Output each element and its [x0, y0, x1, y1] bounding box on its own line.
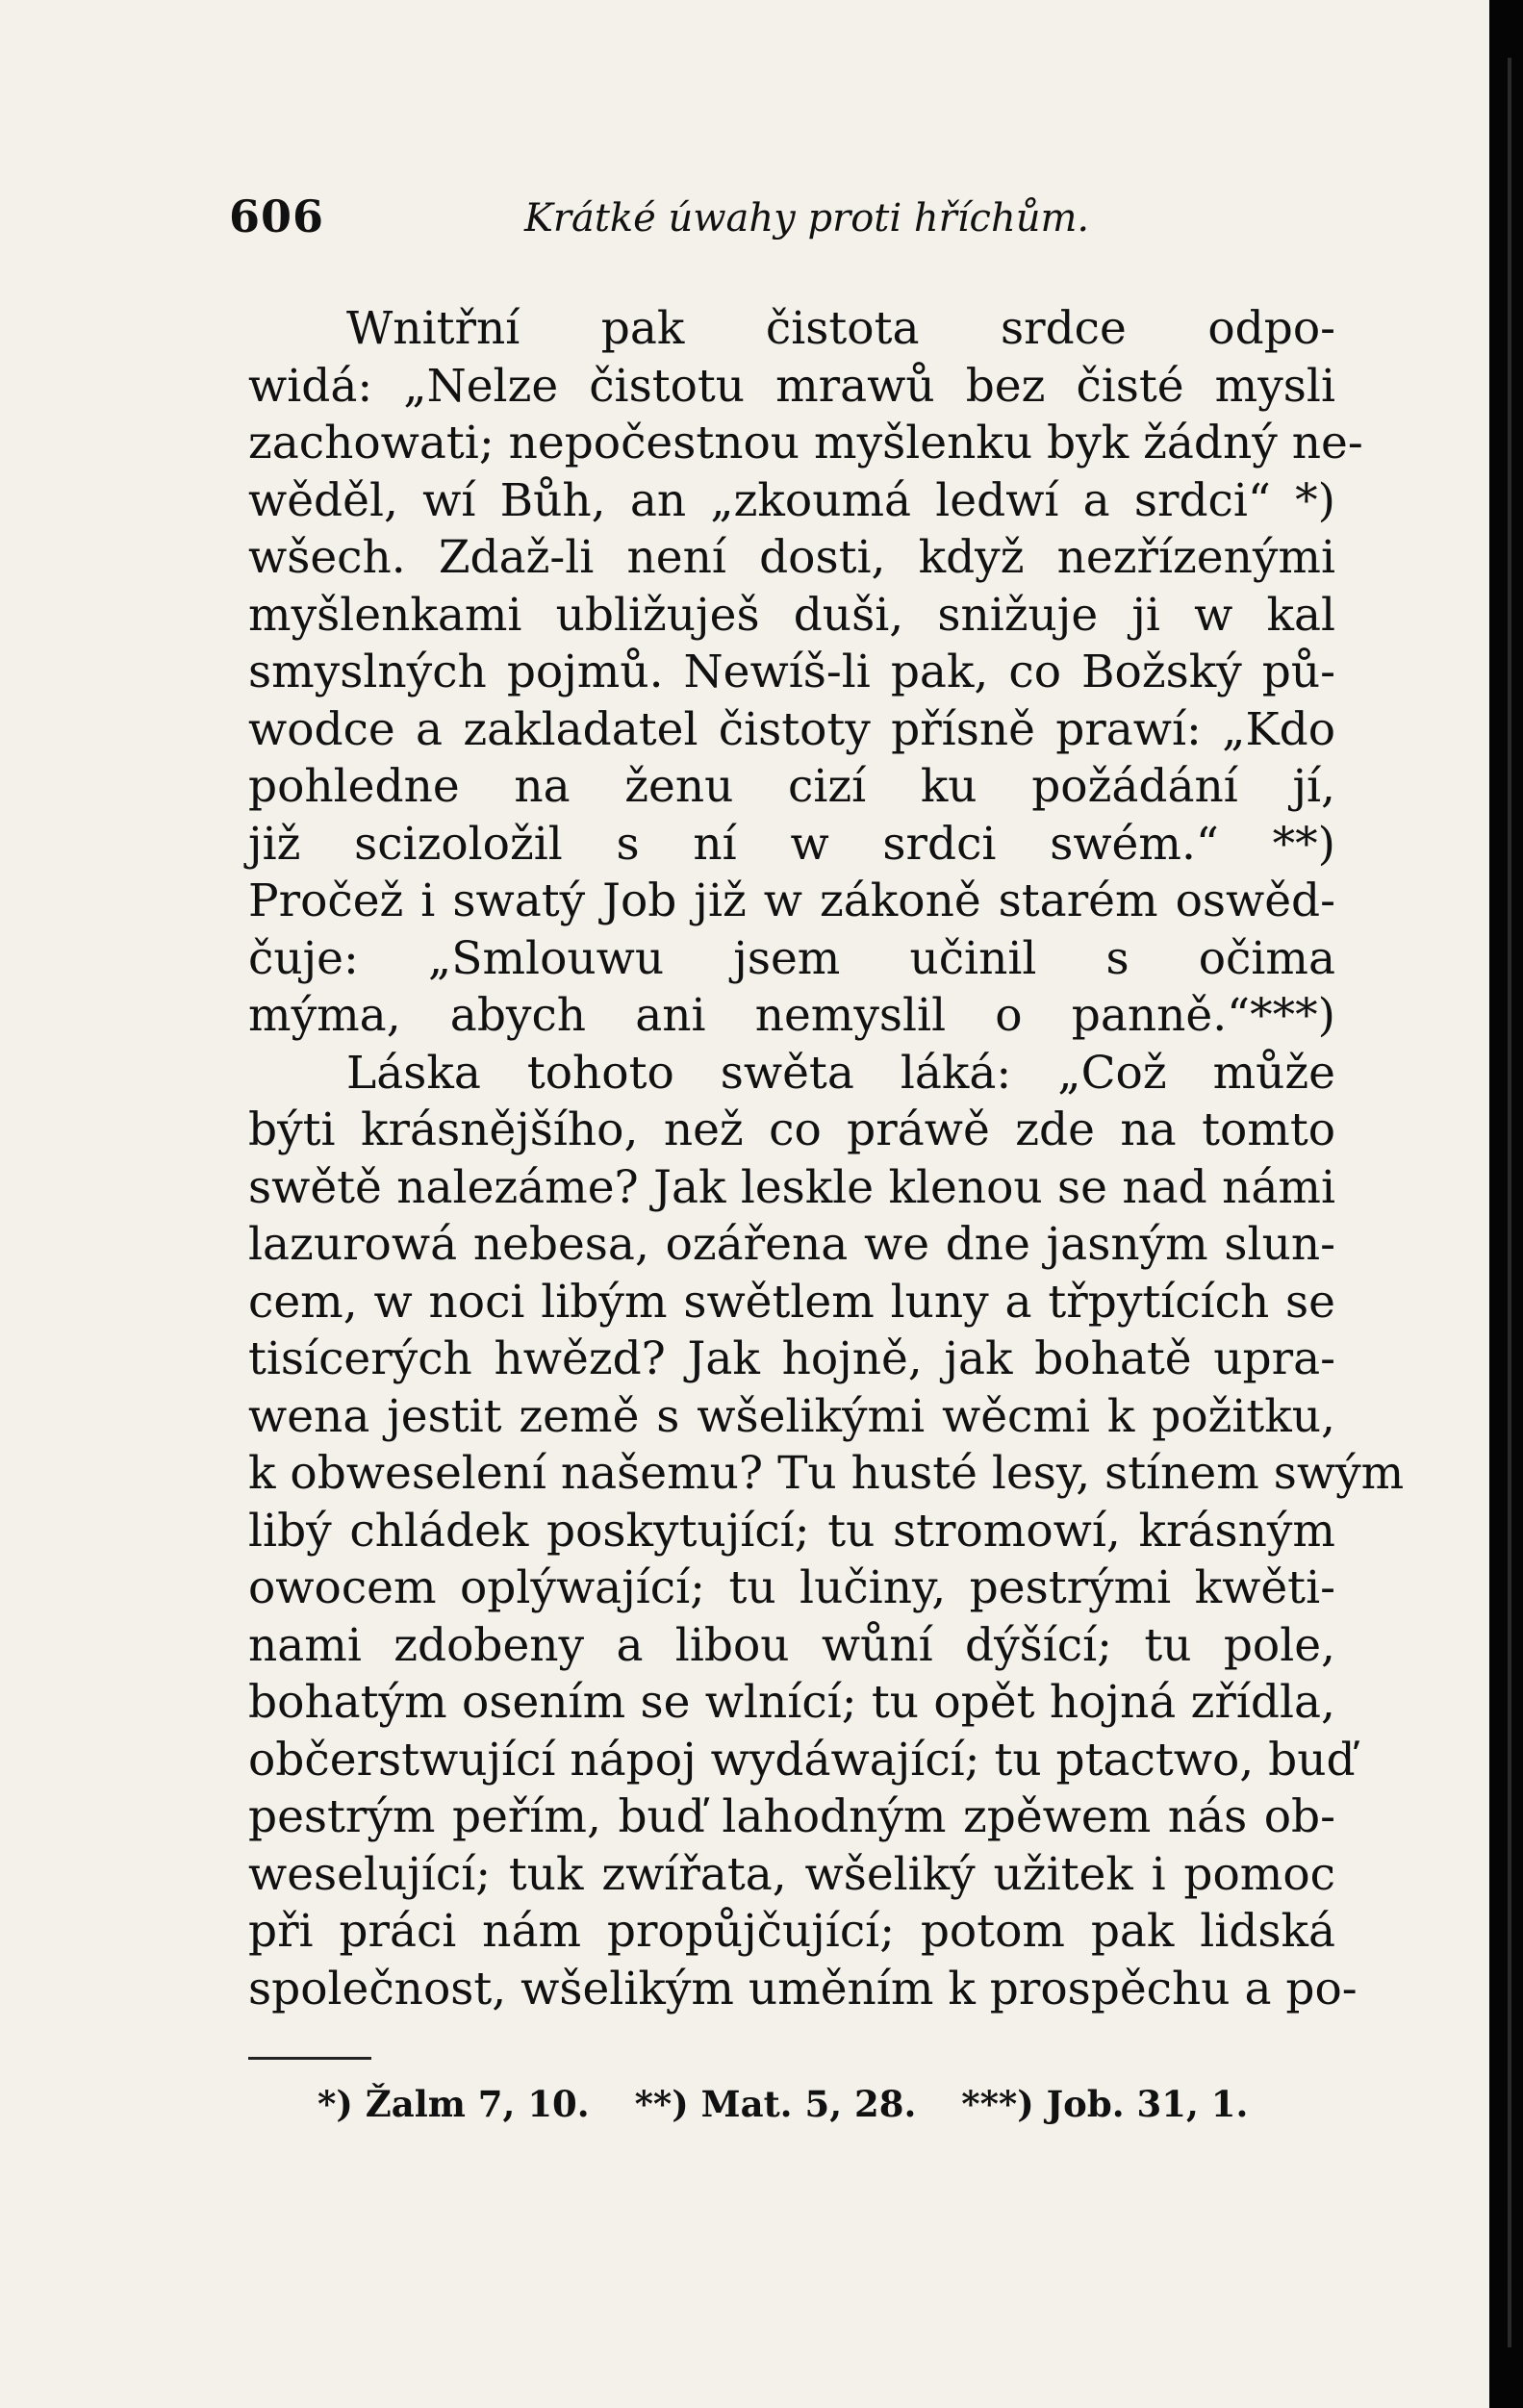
text-line: čuje: „Smlouwu jsem učinil s očima — [248, 931, 1335, 985]
text-line: widá: „Nelze čistotu mrawů bez čisté mysli — [248, 359, 1335, 413]
text-line: wena jestit země s wšelikými wěcmi k požitku, — [248, 1389, 1335, 1443]
text-line: k obweselení našemu? Tu husté lesy, stínem swým — [248, 1447, 1405, 1500]
text-line: Láska tohoto swěta láká: „Což může — [346, 1046, 1335, 1100]
text-line: při práci nám propůjčující; potom pak lidská — [248, 1905, 1335, 1958]
text-line: myšlenkami ubližuješ duši, snižuje ji w kal — [248, 588, 1335, 642]
text-line: pestrým peřím, buď lahodným zpěwem nás ob- — [248, 1790, 1335, 1843]
footnote-1: *) Žalm 7, 10. — [317, 2083, 590, 2125]
text-line: již scizoložil s ní w srdci swém.“ **) — [248, 817, 1335, 871]
text-line: společnost, wšelikým uměním k prospěchu a po- — [248, 1962, 1358, 2015]
text-line: wěděl, wí Bůh, an „zkoumá ledwí a srdci“ *) — [248, 473, 1335, 527]
text-line: weselující; tuk zwířata, wšeliký užitek i pomoc — [248, 1847, 1335, 1901]
text-line: Pročež i swatý Job již w zákoně starém oswěd- — [248, 874, 1335, 927]
text-line: wšech. Zdaž-li není dosti, když nezřízenými — [248, 531, 1335, 584]
page-number: 606 — [229, 190, 325, 242]
text-line: cem, w noci libým swětlem luny a třpytících se — [248, 1275, 1335, 1329]
text-line: swětě nalezáme? Jak leskle klenou se nad námi — [248, 1160, 1335, 1214]
text-line: pohledne na ženu cizí ku požádání jí, — [248, 760, 1335, 813]
text-line: libý chládek poskytující; tu stromowí, krásným — [248, 1504, 1335, 1558]
page-edge-line — [1508, 58, 1511, 2347]
text-line: zachowati; nepočestnou myšlenku byk žádný ne- — [248, 417, 1363, 469]
text-line: býti krásnějšího, než co práwě zde na tomto — [248, 1103, 1335, 1156]
running-title: Krátké úwahy proti hříchům. — [524, 196, 1090, 241]
footnote-2: **) Mat. 5, 28. — [634, 2083, 917, 2125]
footnotes — [317, 2083, 1281, 2125]
text-line: lazurowá nebesa, ozářena we dne jasným slun- — [248, 1218, 1335, 1271]
text-line: mýma, abych ani nemyslil o panně.“***) — [248, 989, 1335, 1042]
text-line: owocem oplýwající; tu lučiny, pestrými kwěti- — [248, 1561, 1335, 1614]
text-line: tisícerých hwězd? Jak hojně, jak bohatě upra- — [248, 1332, 1335, 1385]
text-line: občerstwující nápoj wydáwající; tu ptactwo, buď — [248, 1733, 1356, 1787]
page-edge-shadow — [1489, 0, 1523, 2408]
footnote-rule — [248, 2057, 371, 2060]
body-text — [248, 300, 1405, 2017]
text-line: wodce a zakladatel čistoty přísně prawí: „Kdo — [248, 702, 1335, 756]
text-line: Wnitřní pak čistota srdce odpo- — [346, 302, 1335, 355]
text-line: smyslných pojmů. Newíš-li pak, co Božský pů- — [248, 646, 1335, 698]
text-line: bohatým osením se wlnící; tu opět hojná zřídla, — [248, 1676, 1335, 1729]
footnote-3: ***) Job. 31, 1. — [961, 2083, 1249, 2125]
text-line: nami zdobeny a libou wůní dýšící; tu pole, — [248, 1618, 1335, 1672]
